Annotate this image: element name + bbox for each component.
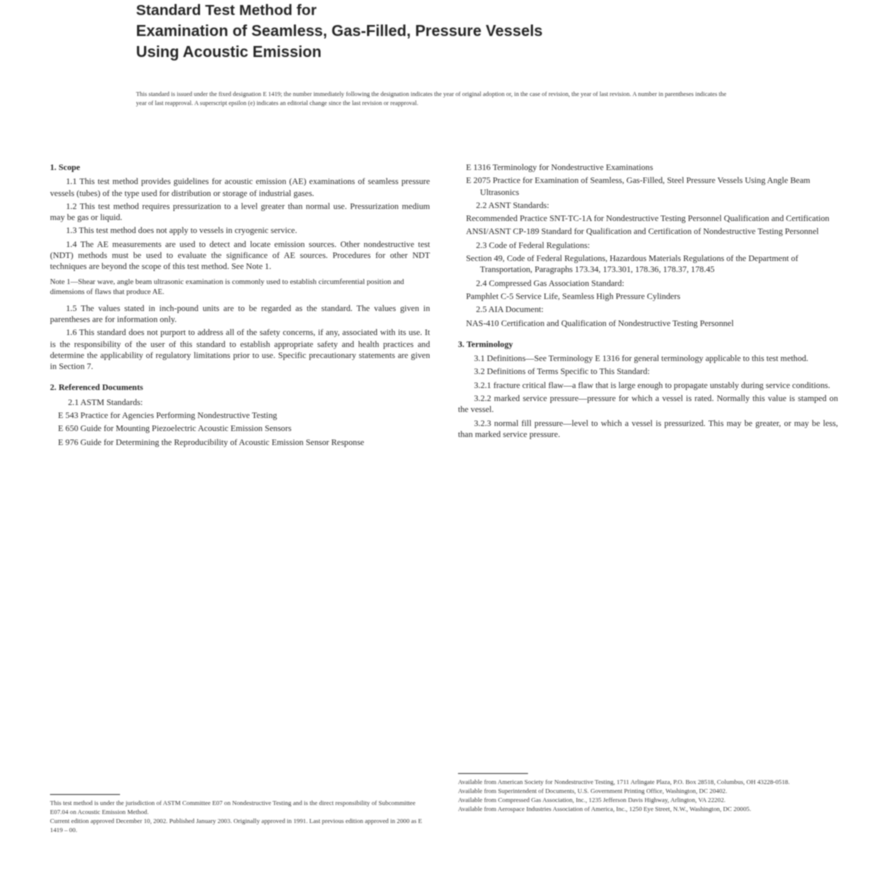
- footnote: Available from American Society for Nondestructive Testing, 1711 Arlingate Plaza, P.O. Box 28518, Columbus, OH 43228-0518.: [458, 779, 790, 786]
- paragraph: 1.5 The values stated in inch-pound units are to be regarded as the standard. The values given in parentheses are for information only.: [50, 302, 430, 324]
- title-line-3: Using Acoustic Emission: [136, 44, 322, 61]
- footnote: Current edition approved December 10, 2002. Published January 2003. Originally approved in 1991. Last previous edition approved in 2000 as E 1419 – 00.: [50, 818, 422, 834]
- footnotes-left: [50, 794, 430, 835]
- left-column: [50, 162, 430, 450]
- standard-notice: This standard is issued under the fixed designation E 1419; the number immediately following the designation indicates the year of original adoption or, in the case of revision, the year of last revision. A number in parentheses indicates the year of last reapproval. A superscript epsilon (e) indicates an editorial change since the last revision or reapproval.: [136, 91, 727, 107]
- paragraph: 1.3 This test method does not apply to vessels in cryogenic service.: [66, 225, 298, 236]
- paragraph: 1.2 This test method requires pressurization to a level greater than normal use. Pressurization medium may be gas or liquid.: [50, 200, 430, 223]
- reference-item: E 1316 Terminology for Nondestructive Examinations: [466, 162, 654, 172]
- paragraph: 3.2 Definitions of Terms Specific to This Standard:: [474, 366, 650, 377]
- paragraph: 2.4 Compressed Gas Association Standard:: [476, 277, 625, 288]
- paragraph: 3.1 Definitions—See Terminology E 1316 for general terminology applicable to this test method.: [474, 353, 809, 364]
- footnote: Available from Superintendent of Documents, U.S. Government Printing Office, Washington, DC 20402.: [458, 788, 728, 795]
- reference-item: Section 49, Code of Federal Regulations, Hazardous Materials Regulations of the Department of Transportation, Paragraphs 173.34, 173.301, 178.36, 178.37, 178.45: [466, 253, 799, 275]
- paragraph: 2.5 AIA Document:: [476, 304, 544, 315]
- paragraph: 1.1 This test method provides guidelines for acoustic emission (AE) examinations of seamless pressure vessels (tubes) of the type used for distribution or storage of industrial gases.: [50, 176, 430, 198]
- footnote-rule: [458, 773, 528, 774]
- note: Note 1—Shear wave, angle beam ultrasonic examination is commonly used to establish circumferential position and dimensions of flaws that produce AE.: [50, 276, 405, 296]
- reference-item: E 2075 Practice for Examination of Seamless, Gas-Filled, Steel Pressure Vessels Using Angle Beam Ultrasonics: [466, 175, 811, 197]
- section-heading-terminology: 3. Terminology: [458, 338, 513, 349]
- section-heading-scope: 1. Scope: [50, 162, 81, 172]
- footnotes-right: [458, 773, 838, 814]
- paragraph: 3.2.2 marked service pressure—pressure for which a vessel is rated. Normally this value is stamped on the vessel.: [458, 393, 838, 415]
- section-heading-referenced-documents: 2. Referenced Documents: [50, 382, 144, 393]
- reference-item: E 976 Guide for Determining the Reproducibility of Acoustic Emission Sensor Response: [58, 436, 365, 447]
- footnote: Available from Compressed Gas Association, Inc., 1235 Jefferson Davis Highway, Arlington, VA 22202.: [458, 797, 726, 804]
- paragraph: 2.1 ASTM Standards:: [68, 396, 143, 407]
- footnote: Available from Aerospace Industries Association of America, Inc., 1250 Eye Street, N.W., Washington, DC 20005.: [458, 806, 752, 813]
- reference-item: ANSI/ASNT CP-189 Standard for Qualification and Certification of Nondestructive Testing Personnel: [466, 226, 819, 237]
- paragraph: 2.2 ASNT Standards:: [476, 199, 550, 210]
- reference-item: Pamphlet C-5 Service Life, Seamless High Pressure Cylinders: [466, 290, 681, 301]
- footnote-rule: [50, 794, 120, 795]
- paragraph: 2.3 Code of Federal Regulations:: [476, 239, 590, 250]
- title-block: [136, 0, 736, 63]
- right-column: [458, 162, 838, 442]
- footnote: This test method is under the jurisdiction of ASTM Committee E07 on Nondestructive Testing and is the direct responsibility of Subcommittee E07.04 on Acoustic Emission Method.: [50, 800, 416, 816]
- reference-item: Recommended Practice SNT-TC-1A for Nondestructive Testing Personnel Qualification and Certification: [466, 213, 830, 224]
- title-line-2: Examination of Seamless, Gas-Filled, Pressure Vessels: [136, 23, 543, 40]
- paragraph: 1.4 The AE measurements are used to detect and locate emission sources. Other nondestructive test (NDT) methods must be used to evaluate the significance of AE sources. Procedures for other NDT techniques are beyond the scope of this test method. See Note 1.: [50, 238, 430, 272]
- reference-item: E 650 Guide for Mounting Piezoelectric Acoustic Emission Sensors: [58, 423, 292, 434]
- title-line-1: Standard Test Method for: [136, 2, 317, 19]
- paragraph: 1.6 This standard does not purport to address all of the safety concerns, if any, associated with its use. It is the responsibility of the user of this standard to establish appropriate safety and health practices and determine the applicability of regulatory limitations prior to use. Specific precautionary statements are given in Section 7.: [50, 327, 430, 372]
- reference-item: NAS-410 Certification and Qualification of Nondestructive Testing Personnel: [466, 317, 734, 328]
- reference-item: E 543 Practice for Agencies Performing Nondestructive Testing: [58, 410, 278, 421]
- paragraph: 3.2.1 fracture critical flaw—a flaw that is large enough to propagate unstably during service conditions.: [474, 379, 831, 390]
- paragraph: 3.2.3 normal fill pressure—level to which a vessel is pressurized. This may be greater, or may be less, than marked service pressure.: [458, 417, 838, 439]
